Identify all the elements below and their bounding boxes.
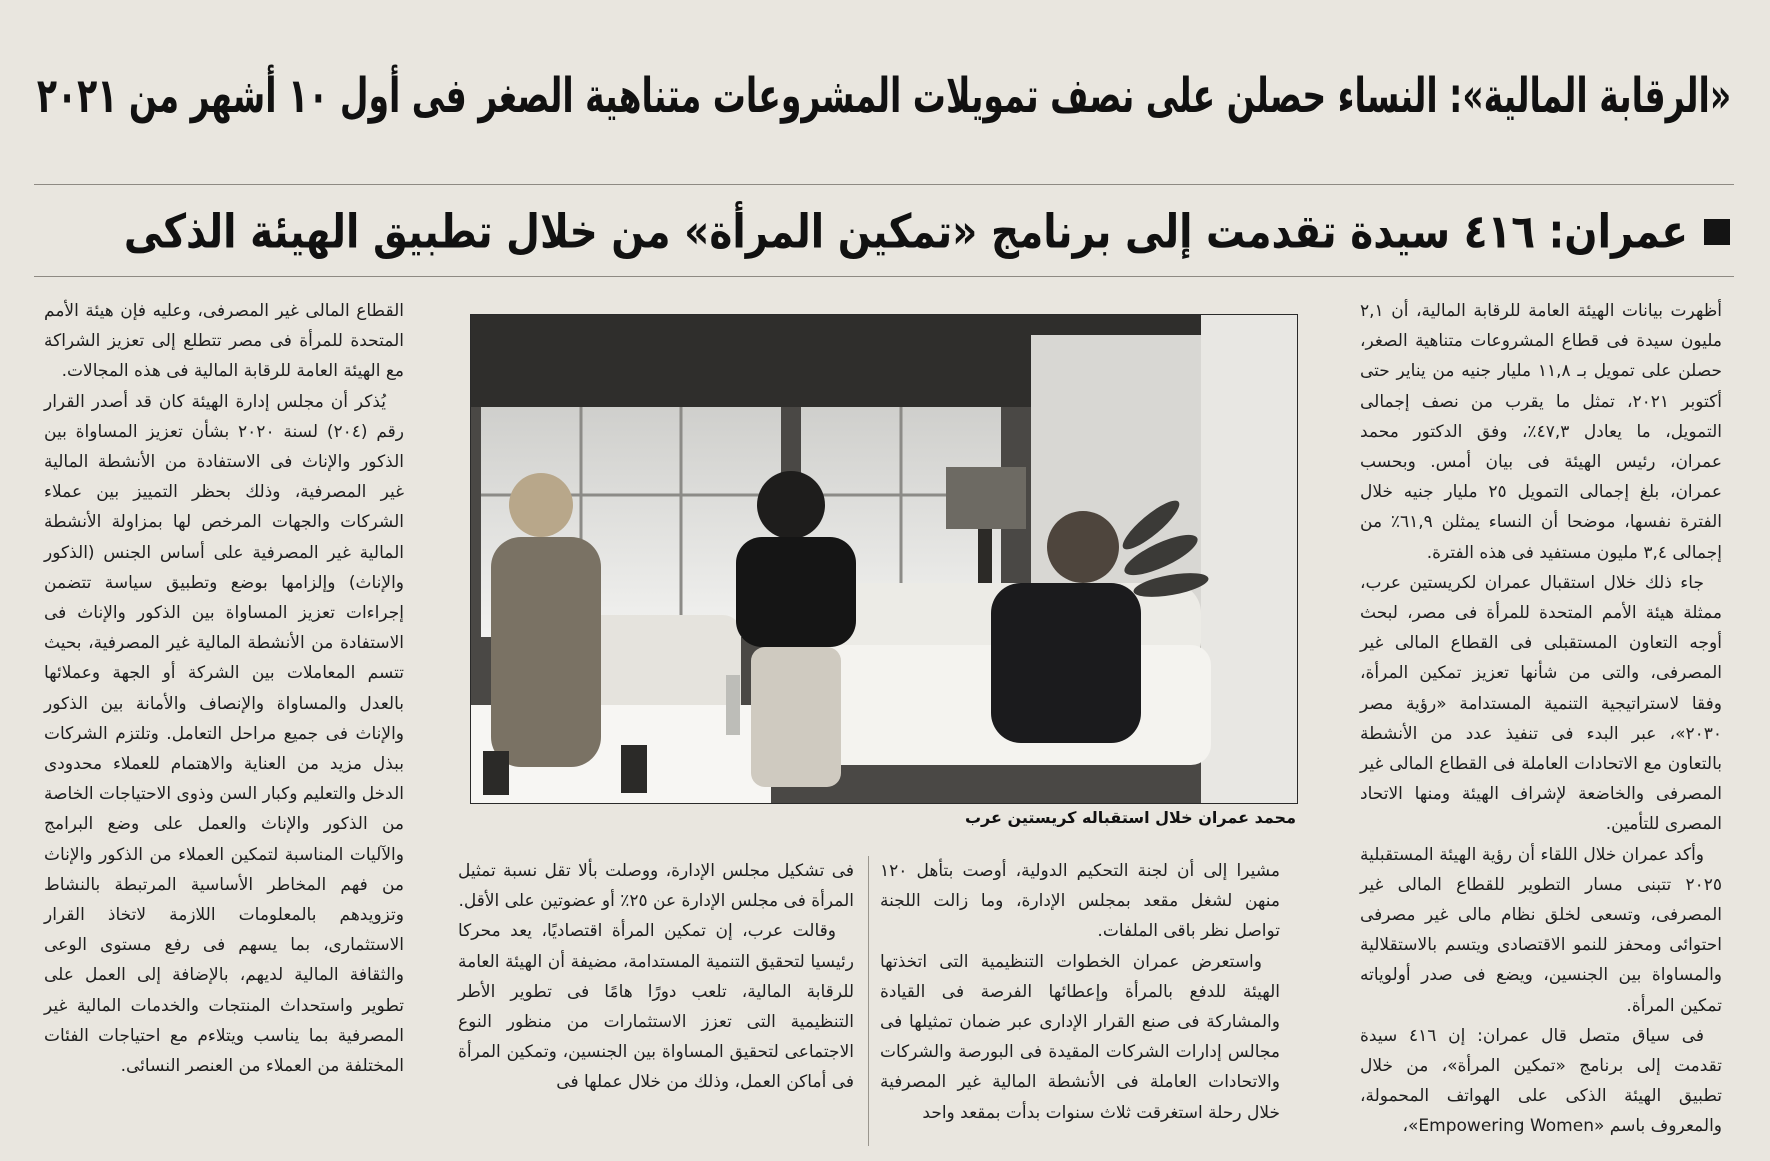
photo-caption: محمد عمران خلال استقباله كريستين عرب: [964, 808, 1296, 827]
headline-block: [34, 42, 1734, 150]
paragraph: جاء ذلك خلال استقبال عمران لكريستين عرب، ممثلة هيئة الأمم المتحدة للمرأة فى مصر، لبحث أوجه التعاون المستقبلى فى القطاع المالى غير المصرفى، والتى من شأنها تعزيز تمكين المرأة، وفقا لاستراتيجية التنمية المستدامة «رؤية مصر ٢٠٣٠»، عبر البدء فى تنفيذ عدد من الأنشطة بالتعاون مع الاتحادات العاملة فى القطاع المالى غير المصرفى والخاضعة لإشراف الهيئة ومنها الاتحاد المصرى للتأمين.: [1360, 572, 1722, 835]
paragraph: أظهرت بيانات الهيئة العامة للرقابة المالية، أن ٢,١ مليون سيدة فى قطاع المشروعات متناهية الصغر، حصلن على تمويل بـ ١١,٨ مليار جنيه من يناير حتى أكتوبر ٢٠٢١، تمثل ما يقرب من نصف إجمالى التمويل، ما يعادل ٤٧,٣٪، وفق الدكتور محمد عمران، رئيس الهيئة فى بيان أمس. وبحسب عمران، بلغ إجمالى التمويل ٢٥ مليار جنيه خلال الفترة نفسها، موضحا أن النساء يمثلن ٦١,٩٪ من إجمالى ٣,٤ مليون مستفيد فى هذه الفترة.: [1360, 301, 1723, 563]
paragraph: فى تشكيل مجلس الإدارة، ووصلت بألا تقل نسبة تمثيل المرأة فى مجلس الإدارة عن ٢٥٪ أو عضوتين على الأقل.: [458, 861, 854, 912]
bullet-square-icon: [1704, 219, 1730, 245]
headline-rule: [34, 184, 1734, 185]
article-photo: [470, 314, 1298, 804]
paragraph: واستعرض عمران الخطوات التنظيمية التى اتخذتها الهيئة للدفع بالمرأة وإعطائها الفرصة فى القيادة والمشاركة فى صنع القرار الإدارى عبر ضمان تمثيلها فى مجالس إدارات الشركات المقيدة فى البورصة والشركات والاتحادات العاملة فى الأنشطة المالية غير المصرفية خلال رحلة استغرقت ثلاث سنوات بدأت بمقعد واحد: [880, 951, 1280, 1123]
subheadline: عمران: ٤١٦ سيدة تقدمت إلى برنامج «تمكين المرأة» من خلال تطبيق الهيئة الذكى: [123, 205, 1688, 259]
paragraph: وأكد عمران خلال اللقاء أن رؤية الهيئة المستقبلية ٢٠٢٥ تتبنى مسار التطوير للقطاع المالى غير المصرفى، وتسعى لخلق نظام مالى غير مصرفى احتوائى ومحفز للنمو الاقتصادى ويتسم بالاستقلالية والمساواة بين الجنسين، ويضع فى صدر أولوياته تمكين المرأة.: [1360, 844, 1722, 1016]
column-divider: [868, 856, 869, 1146]
paragraph: وقالت عرب، إن تمكين المرأة اقتصاديًا، يعد محركا رئيسيا لتحقيق التنمية المستدامة، مضيفة أن الهيئة العامة للرقابة المالية، تلعب دورًا هامًا فى تطوير الأطر التنظيمية التى تعزز الاستثمارات من منظور النوع الاجتماعى لتحقيق المساواة بين الجنسين، وتمكين المرأة فى أماكن العمل، وذلك من خلال عملها فى: [458, 921, 854, 1093]
meeting-photo-illustration: [471, 315, 1297, 803]
article-column-right: [1360, 296, 1722, 1142]
previous-page-bleed-through: [40, 0, 1730, 26]
article-column-middle-left: [458, 856, 854, 1098]
paragraph: مشيرا إلى أن لجنة التحكيم الدولية، أوصت بتأهل ١٢٠ منهن لشغل مقعد بمجلس الإدارة، وما زالت اللجنة تواصل نظر باقى الملفات.: [880, 861, 1280, 942]
subheadline-block: [70, 202, 1730, 262]
paragraph: القطاع المالى غير المصرفى، وعليه فإن هيئة الأمم المتحدة للمرأة فى مصر تتطلع إلى تعزيز الشراكة مع الهيئة العامة للرقابة المالية فى هذه المجالات.: [44, 301, 404, 382]
paragraph: فى سياق متصل قال عمران: إن ٤١٦ سيدة تقدمت إلى برنامج «تمكين المرأة»، من خلال تطبيق الهيئة الذكى على الهواتف المحمولة، والمعروف باسم «Empowering Women»،: [1360, 1025, 1722, 1137]
article-column-left: [44, 296, 404, 1081]
headline: «الرقابة المالية»: النساء حصلن على نصف تمويلات المشروعات متناهية الصغر فى أول ١٠ أشهر من ٢٠٢١: [36, 66, 1732, 124]
paragraph: يُذكر أن مجلس إدارة الهيئة كان قد أصدر القرار رقم (٢٠٤) لسنة ٢٠٢٠ بشأن تعزيز المساواة بين الذكور والإناث فى الاستفادة من الأنشطة المالية غير المصرفية، وذلك بحظر التمييز بين عملاء الشركات والجهات المرخص لها بمزاولة الأنشطة المالية غير المصرفية على أساس الجنس (الذكور والإناث) وإلزامها بوضع وتطبيق سياسة تتضمن إجراءات تعزيز المساواة بين الذكور والإناث فى الاستفادة من الأنشطة المالية غير المصرفية، بحيث تتسم المعاملات بين الشركة أو الجهة وعملائها بالعدل والمساواة والإنصاف والأمانة بين الذكور والإناث فى جميع مراحل التعامل. وتلتزم الشركات ببذل مزيد من العناية والاهتمام للعملاء محدودى الدخل والتعليم وكبار السن وذوى الاحتياجات الخاصة من الذكور والإناث والعمل على وضع البرامج والآليات المناسبة لتمكين العملاء من الذكور والإناث من فهم المخاطر الأساسية المرتبطة بالنشاط وتزويدهم بالمعلومات اللازمة لاتخاذ القرار الاستثمارى، بما يسهم فى رفع مستوى الوعى والثقافة المالية لديهم، بالإضافة إلى العمل على تطوير واستحداث المنتجات والخدمات المالية غير المصرفية بما يناسب ويتلاءم مع احتياجات الفئات المختلفة من العملاء من العنصر النسائى.: [44, 391, 405, 1077]
subheadline-rule: [34, 276, 1734, 277]
article-column-middle-right: [880, 856, 1280, 1128]
